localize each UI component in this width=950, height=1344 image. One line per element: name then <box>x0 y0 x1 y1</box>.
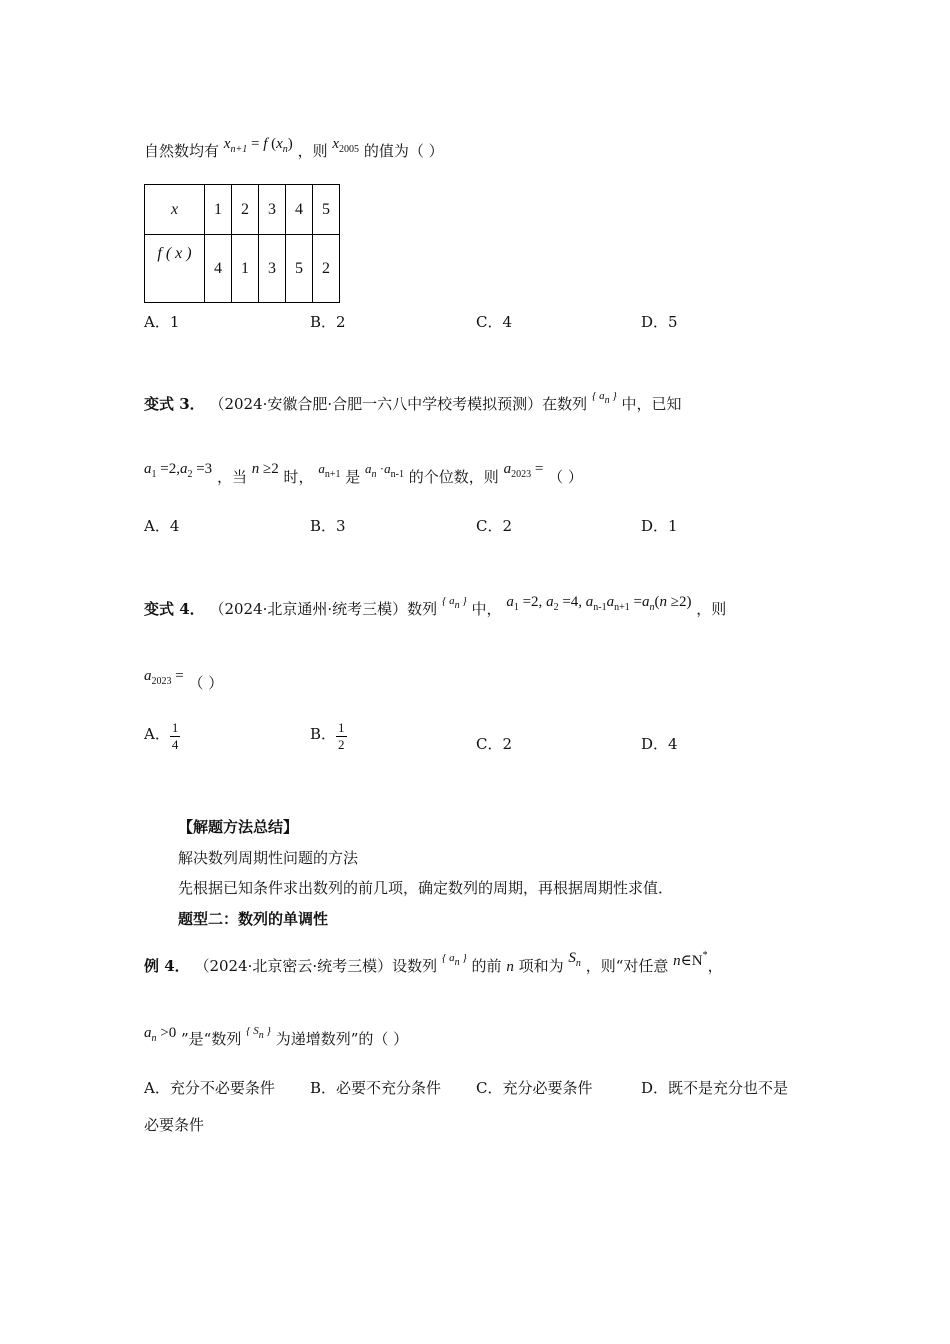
variant3-tail: 中，已知 <box>621 395 682 413</box>
variant3-line2-c: 是 <box>345 468 361 486</box>
type-heading: 题型二：数列的单调性 <box>178 910 329 928</box>
variant4-paren: （ ） <box>188 674 224 692</box>
a2023-symbol: $a_{2023}$ = <box>144 668 184 687</box>
an-positive: $a_n >0$ <box>144 1025 177 1044</box>
table-cell: 5 <box>286 235 313 303</box>
table-cell: 4 <box>205 235 232 303</box>
sequence-an: { an } <box>441 952 467 968</box>
function-table <box>144 184 340 303</box>
variant3-line2-e: （ ） <box>548 468 583 486</box>
example4-line2-b: 为递增数列”的（ ） <box>275 1030 409 1048</box>
option-b-label: B． <box>310 724 337 743</box>
table-cell: 1 <box>205 185 232 235</box>
summary-line2: 先根据已知条件求出数列的前几项，确定数列的周期，再根据周期性求值． <box>178 879 674 897</box>
table-cell: 3 <box>259 185 286 235</box>
option-d[interactable]: D．4 <box>641 735 678 753</box>
option-b[interactable]: B．3 <box>310 517 346 535</box>
option-a[interactable]: A．1 <box>144 313 180 331</box>
summary-heading: 【解题方法总结】 <box>178 818 299 836</box>
condition-n: n ≥2 <box>251 461 279 477</box>
table-cell: 5 <box>313 185 340 235</box>
variant4-tail: 中， <box>471 600 502 618</box>
example4-label: 例 4． <box>144 957 190 975</box>
variant4-line1 <box>144 594 727 619</box>
a2023-symbol: $a_{2023}$ = <box>503 461 544 480</box>
option-b[interactable]: B．必要不充分条件 <box>310 1079 442 1097</box>
sequence-an: { an } <box>441 595 467 611</box>
option-c[interactable]: C．2 <box>476 735 513 753</box>
term-an1: $a_{n+1}$ <box>318 461 341 480</box>
n-variable: n <box>506 959 514 975</box>
variant3-line2-a: ，当 <box>216 468 247 486</box>
option-c[interactable]: C．2 <box>476 517 513 535</box>
variant3-source: （2024·安徽合肥·合肥一六八中学校考模拟预测）在数列 <box>209 395 588 413</box>
option-a[interactable]: A．4 <box>144 517 180 535</box>
option-d[interactable]: D．既不是充分也不是 <box>641 1079 789 1097</box>
option-a[interactable] <box>144 720 180 753</box>
sequence-an: { an } <box>591 390 617 406</box>
example4-mid1: 的前 <box>471 957 502 975</box>
variant3-line2-d: 的个位数，则 <box>408 468 499 486</box>
variant4-tail2: ，则 <box>696 600 727 618</box>
option-c[interactable]: C．充分必要条件 <box>476 1079 593 1097</box>
intro-suffix: 的值为（ ） <box>363 142 444 160</box>
x2005-symbol: $x_{2005}$ <box>332 136 360 155</box>
variant3-line2-b: 时， <box>283 468 314 486</box>
table-cell: 4 <box>286 185 313 235</box>
option-c[interactable]: C．4 <box>476 313 513 331</box>
variant4-source: （2024·北京通州·统考三模）数列 <box>209 600 438 618</box>
table-cell: 1 <box>232 235 259 303</box>
option-d[interactable]: D．1 <box>641 517 678 535</box>
n-in-naturals: n∈N* <box>673 950 708 969</box>
question-intro-line <box>144 136 444 161</box>
table-header-fx: f ( x ) <box>145 235 205 303</box>
initial-values: $a_1 =2,a_2 =3$ <box>144 461 213 480</box>
intro-prefix: 自然数均有 <box>144 142 220 160</box>
example4-source: （2024·北京密云·统考三模）设数列 <box>194 957 438 975</box>
product-expr: $a_n \cdot a_{n-1}$ <box>365 461 404 480</box>
table-cell: 2 <box>313 235 340 303</box>
example4-line2-a: ”是“数列 <box>181 1030 242 1048</box>
sequence-sn: { Sn } <box>246 1025 271 1041</box>
option-b[interactable] <box>310 720 347 753</box>
numerator: 1 <box>338 720 345 735</box>
sn-symbol: $S_n$ <box>568 950 581 969</box>
fraction-one-half <box>336 720 347 753</box>
table-cell: 2 <box>232 185 259 235</box>
denominator: 2 <box>338 737 345 752</box>
variant4-label: 变式 4． <box>144 600 205 618</box>
variant3-line2 <box>144 461 583 487</box>
recurrence-formula: $x_{n+1} = f$ $(x_n)$ <box>223 136 293 155</box>
numerator: 1 <box>171 720 179 735</box>
option-a-label: A． <box>144 724 170 743</box>
example4-line1: 例 4． （2024·北京密云·统考三模）设数列 $^{\{ an \}}$ 的前 n 项和为 $S_n$ ，则“对任意 n∈N*， <box>144 950 723 975</box>
option-d[interactable]: D．5 <box>641 313 678 331</box>
option-a[interactable]: A．充分不必要条件 <box>144 1079 275 1097</box>
denominator: 4 <box>171 737 179 752</box>
table-cell: 3 <box>259 235 286 303</box>
example4-mid3: ，则“对任意 <box>585 957 669 975</box>
option-b[interactable]: B．2 <box>310 313 346 331</box>
variant4-line2 <box>144 668 224 693</box>
conditions-formula: $a_1 =2$, $a_2 =4$, $a_{n-1}a_{n+1} =a_n(n \ge 2)$ <box>506 594 692 613</box>
summary-line1: 解决数列周期性问题的方法 <box>178 849 359 867</box>
table-header-x: x <box>145 185 205 235</box>
variant3-label: 变式 3． <box>144 395 205 413</box>
fraction-one-quarter <box>170 720 181 753</box>
option-d-continued: 必要条件 <box>144 1116 205 1134</box>
variant3-line1 <box>144 390 682 414</box>
example4-mid2: 项和为 <box>518 957 564 975</box>
example4-line2 <box>144 1025 409 1049</box>
intro-mid: ，则 <box>297 142 328 160</box>
